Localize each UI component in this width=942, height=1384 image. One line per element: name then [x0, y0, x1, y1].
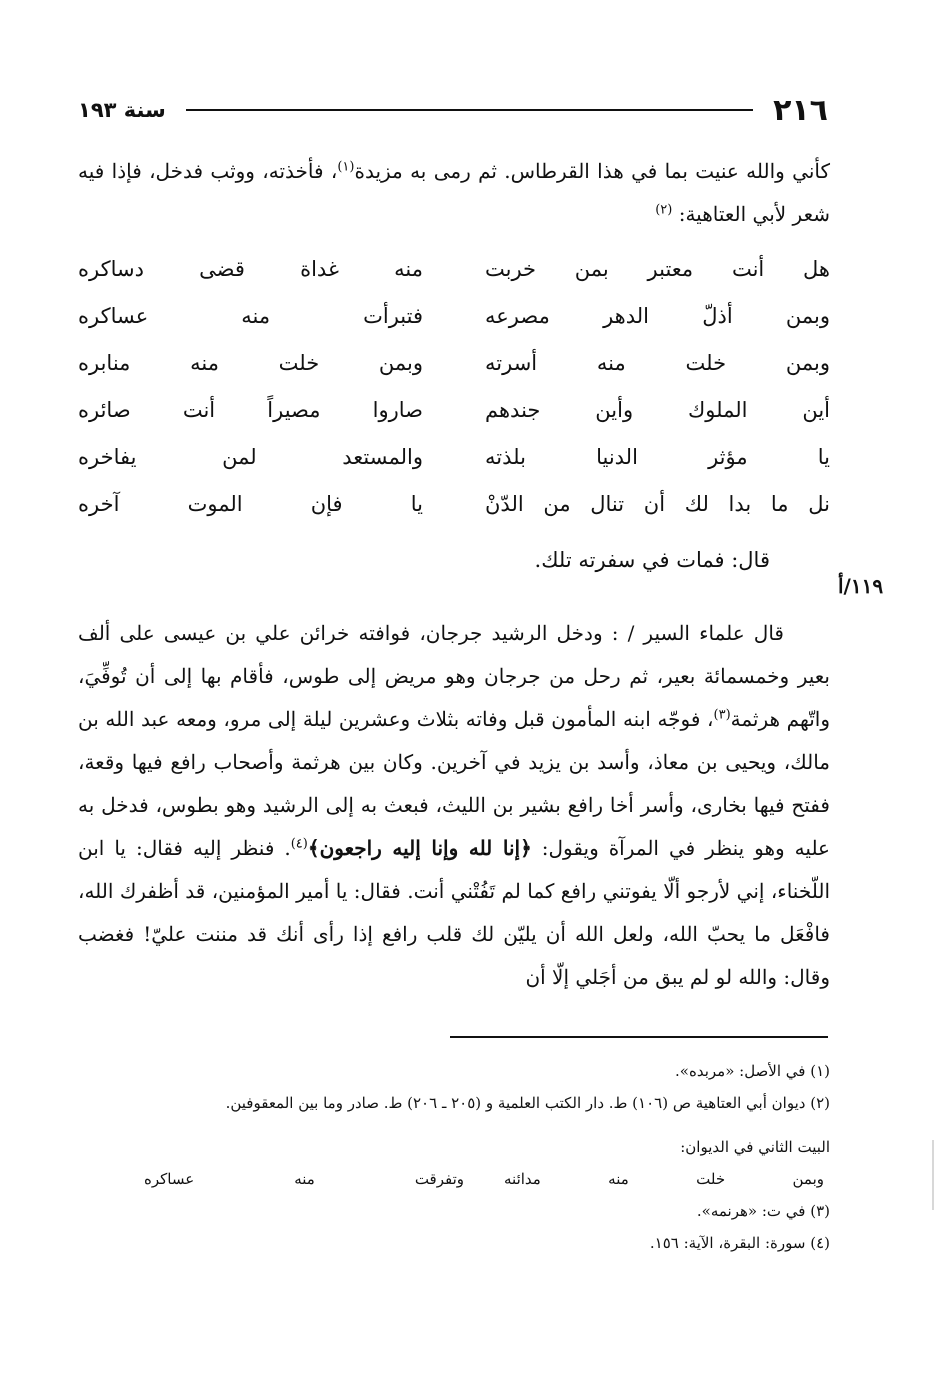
footnote-verse-second: وتفرقت منه عساكره	[144, 1170, 464, 1188]
verse-second-hemistich: يا فإن الموت آخره	[78, 491, 423, 516]
verse	[78, 480, 830, 527]
verse-second-hemistich: والمستعد لمن يفاخره	[78, 444, 423, 469]
verse-first-hemistich: وبمن أذلّ الدهر مصرعه	[485, 303, 830, 328]
footnote-1: (١) في الأصل: «مربده».	[675, 1062, 830, 1080]
verse-second-hemistich: صاروا مصيراً أنت صائره	[78, 397, 423, 422]
footnote-verse-first: وبمن خلت منه مدائنه	[504, 1170, 824, 1188]
footnote-4: (٤) سورة: البقرة، الآية: ١٥٦.	[649, 1234, 830, 1252]
after-poem-line: قال: فمات في سفرته تلك.	[534, 548, 770, 572]
poem	[78, 245, 830, 527]
intro-paragraph	[78, 150, 830, 236]
year-heading: سنة ١٩٣	[78, 98, 166, 122]
intro-text-1: كأني والله عنيت بما في هذا القرطاس. ثم رمى به مزيدة	[354, 159, 831, 183]
footnote-marker-4: (٤)	[290, 836, 308, 852]
verse-first-hemistich: وبمن خلت منه أسرته	[485, 350, 830, 375]
verse	[78, 386, 830, 433]
footnote-marker-2: (٢)	[655, 202, 673, 218]
verse	[78, 433, 830, 480]
main-paragraph	[78, 612, 830, 999]
intro-text-2: ، فأخذته، ووثب فدخل، فإذا فيه شعر لأبي العتاهية:	[78, 159, 830, 226]
verse-first-hemistich: يا مؤثر الدنيا بلذته	[485, 444, 830, 469]
verse-second-hemistich: فتبرأت منه عساكره	[78, 303, 423, 328]
scan-edge-mark	[932, 1140, 934, 1210]
running-header	[78, 90, 828, 130]
verse	[78, 292, 830, 339]
verse	[78, 245, 830, 292]
verse-first-hemistich: أين الملوك وأين جندهم	[485, 397, 830, 422]
main-text-2: ، فوجّه ابنه المأمون قبل وفاته بثلاث وعشرين ليلة إلى مرو، ومعه عبد الله بن مالك، ويحيى بن معاذ، وأسد بن يزيد في آخرين. وكان بين هرثمة وأصحاب رافع فيها وقعة، ففتح فيها بخارى، وأسر أخا رافع بشير بن الليث، فبعث به إلى الرشيد وهو بطوس، فدخل به عليه وهو ينظر في المرآة ويقول:	[78, 707, 830, 860]
footnotes	[78, 1055, 830, 1259]
verse-second-hemistich: وبمن خلت منه منابره	[78, 350, 423, 375]
page-number: ٢١٦	[773, 92, 828, 128]
verse	[78, 339, 830, 386]
main-text-1: قال علماء السير / : ودخل الرشيد جرجان، فوافته خرائن علي بن عيسى على ألف بعير وخمسمائة بعير، ثم رحل من جرجان وهو مريض إلى طوس، فأقام بها إلى أن تُوفِّيَ، واتّهم هرثمة	[78, 621, 830, 731]
footnote-3: (٣) في ت: «هرنمه».	[696, 1202, 830, 1220]
main-text-3: . فنظر إليه فقال: يا ابن اللّخناء، إني لأرجو ألّا يفوتني رافع كما لم تَفُتْني أنت. فقال: يا أمير المؤمنين، قد أظفرك الله، فافْعَل ما يحبّ الله، ولعل الله أن يليّن لك قلب رافع إذا رأى أنك قد مننت عليّ! فغضب وقال: والله لو لم يبق من أجَلي إلّا أن	[78, 836, 830, 989]
manuscript-folio-marker: ١١٩/أ	[838, 574, 884, 598]
footnote-2: (٢) ديوان أبي العتاهية ص (١٠٦) ط. دار الكتب العلمية و (٢٠٥ ـ ٢٠٦) ط. صادر وما بين المعقوفين.	[225, 1094, 830, 1112]
header-rule	[186, 109, 753, 111]
quran-quote: ﴿إنا لله وإنا إليه راجعون﴾	[307, 836, 532, 860]
footnote-marker-1: (١)	[337, 159, 355, 175]
verse-second-hemistich: منه غداة قضى دساكره	[78, 256, 423, 281]
footnote-separator	[450, 1036, 828, 1038]
footnote-2-verse	[144, 1163, 824, 1195]
footnote-marker-3: (٣)	[713, 707, 731, 723]
verse-first-hemistich: نل ما بدا لك أن تنال من الدّنْ	[485, 491, 830, 516]
footnote-2-heading: البيت الثاني في الديوان:	[680, 1138, 830, 1156]
verse-first-hemistich: هل أنت معتبر بمن خربت	[485, 256, 830, 281]
